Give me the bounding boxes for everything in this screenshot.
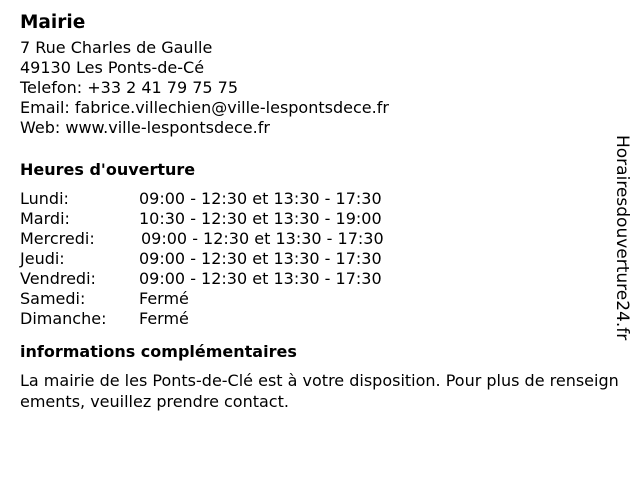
web-line: Web: www.ville-lespontsdece.fr	[20, 118, 270, 137]
address-city: 49130 Les Ponts-de-Cé	[20, 58, 205, 77]
day-hours: 10:30 - 12:30 et 13:30 - 19:00	[139, 209, 382, 228]
hours-row-mercredi	[20, 229, 620, 249]
day-hours: Fermé	[139, 289, 189, 308]
info-text: La mairie de les Ponts-de-Clé est à votre disposition. Pour plus de renseignements, veuillez prendre contact.	[20, 371, 619, 411]
hours-row-lundi	[20, 189, 620, 209]
day-label: Vendredi:	[20, 269, 96, 288]
hours-row-mardi	[20, 209, 620, 229]
hours-table	[20, 189, 620, 329]
day-hours: 09:00 - 12:30 et 13:30 - 17:30	[139, 249, 382, 268]
day-hours: 09:00 - 12:30 et 13:30 - 17:30	[139, 189, 382, 208]
hours-row-vendredi	[20, 269, 620, 289]
day-label: Dimanche:	[20, 309, 107, 328]
address-street: 7 Rue Charles de Gaulle	[20, 38, 213, 57]
address-block	[20, 38, 620, 138]
day-label: Lundi:	[20, 189, 69, 208]
day-hours: 09:00 - 12:30 et 13:30 - 17:30	[139, 269, 382, 288]
hours-row-samedi	[20, 289, 620, 309]
hours-row-dimanche	[20, 309, 620, 329]
day-label: Mardi:	[20, 209, 70, 228]
email-line: Email: fabrice.villechien@ville-lespontsdece.fr	[20, 98, 389, 117]
phone-line: Telefon: +33 2 41 79 75 75	[20, 78, 239, 97]
day-label: Jeudi:	[20, 249, 65, 268]
day-hours: Fermé	[139, 309, 189, 328]
page-content	[20, 10, 620, 412]
hours-title: Heures d'ouverture	[20, 160, 196, 179]
hours-row-jeudi	[20, 249, 620, 269]
info-title: informations complémentaires	[20, 342, 297, 361]
place-title: Mairie	[20, 12, 86, 33]
day-label: Mercredi:	[20, 229, 95, 248]
day-label: Samedi:	[20, 289, 86, 308]
day-hours: 09:00 - 12:30 et 13:30 - 17:30	[141, 229, 384, 248]
site-watermark: Horairesdouverture24.fr	[612, 135, 632, 341]
